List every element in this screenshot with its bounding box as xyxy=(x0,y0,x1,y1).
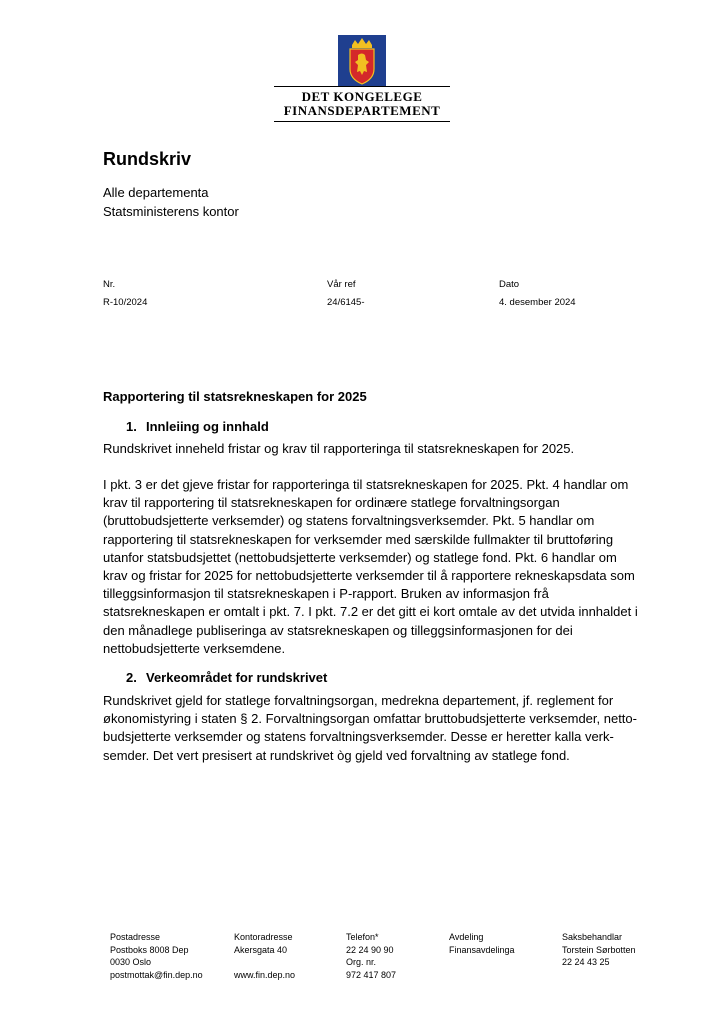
paragraph-line: I pkt. 3 er det gjeve fristar for rapporteringa til statsrekneskapen for 2025. Pkt. 4 handlar om xyxy=(103,477,629,492)
org-name-line1: DET KONGELEGE xyxy=(301,89,423,104)
footer-line: Finansavdelinga xyxy=(449,944,515,955)
section-number: 2. xyxy=(126,670,137,685)
footer-department xyxy=(449,931,515,956)
footer-line: 0030 Oslo xyxy=(110,957,152,967)
section-title: Verkeområdet for rundskrivet xyxy=(146,670,328,685)
footer-phone xyxy=(346,931,396,981)
paragraph-line: utanfor statsbudsjettet (nettobudsjetterte verksemder) og statlege fond. Pkt. 6 handlar om xyxy=(103,549,617,565)
footer-website-link[interactable]: www.fin.dep.no xyxy=(234,969,296,980)
paragraph-line: tilleggsinformasjon til statsrekneskapen i P-rapport. Bruken av informasjon frå xyxy=(103,586,549,602)
footer-line: 972 417 807 xyxy=(346,969,397,980)
footer-line: 22 24 90 90 xyxy=(346,944,394,955)
paragraph-line: statsrekneskapen er omtalt i pkt. 7. I pkt. 7.2 er det gitt ei kort omtale av det utvida innhaldet i xyxy=(103,604,638,620)
norwegian-coat-of-arms-icon xyxy=(338,35,386,87)
footer-label: Postadresse xyxy=(110,932,161,942)
nr-value: R-10/2024 xyxy=(103,297,148,308)
date-label: Dato xyxy=(499,279,520,290)
footer-label: Saksbehandlar xyxy=(562,932,623,942)
paragraph-line: økonomistyring i staten § 2. Forvaltningsorgan omfattar bruttobudsjetterte verksemder, netto- xyxy=(103,711,637,727)
paragraph-line: budsjetterte verksemder og statens forvaltningsverksemder. Desse er heretter kalla verk- xyxy=(103,729,614,745)
footer-label: Kontoradresse xyxy=(234,932,293,942)
section-heading-2 xyxy=(126,670,327,685)
footer-line: 22 24 43 25 xyxy=(562,957,610,967)
recipient-1: Alle departementa xyxy=(103,185,209,200)
footer-email-link[interactable]: postmottak@fin.dep.no xyxy=(110,969,203,980)
footer-case-officer xyxy=(562,931,636,969)
header-rule-top xyxy=(274,86,450,87)
ref-label: Vår ref xyxy=(327,279,356,290)
paragraph-line: rapportering til statsrekneskapen for verksemder med særskilde fullmakter til bruttoføring xyxy=(103,531,614,547)
header-rule-bottom xyxy=(274,121,450,122)
date-value: 4. desember 2024 xyxy=(499,297,576,308)
footer-line: Akersgata 40 xyxy=(234,944,288,955)
footer-line: Org. nr. xyxy=(346,957,377,967)
paragraph-3 xyxy=(103,692,663,765)
org-name-line2: FINANSDEPARTEMENT xyxy=(283,103,441,118)
paragraph-2 xyxy=(103,476,663,658)
footer-line: Torstein Sørbotten xyxy=(562,944,636,955)
section-number: 1. xyxy=(126,419,137,434)
footer-line: Postboks 8008 Dep xyxy=(110,944,189,955)
subject-heading: Rapportering til statsrekneskapen for 2025 xyxy=(103,389,367,404)
footer-label: Telefon* xyxy=(346,932,379,942)
section-title: Innleiing og innhald xyxy=(146,419,269,434)
paragraph-1: Rundskrivet inneheld fristar og krav til rapporteringa til statsrekneskapen for 2025. xyxy=(103,441,575,456)
paragraph-line: krav og fristar for 2025 for nettobudsjetterte verksemder til å rapportere rekneskapsdata som xyxy=(103,568,635,584)
recipient-2: Statsministerens kontor xyxy=(103,204,239,219)
paragraph-line: nettobudsjetterte verksemdene. xyxy=(103,640,286,656)
paragraph-line: (bruttobudsjetterte verksemder) og statens forvaltningsverksemder. Pkt. 5 handlar om xyxy=(103,513,595,529)
section-heading-1 xyxy=(126,419,269,434)
footer-office-address xyxy=(234,931,295,981)
footer-postal-address xyxy=(110,931,203,981)
paragraph-line: semder. Det vert presisert at rundskrivet òg gjeld ved forvaltning av statlege fond. xyxy=(103,747,570,763)
paragraph-line: den månadlege publiseringa av statsrekneskapen og tilleggsinformasjonen for dei xyxy=(103,622,573,638)
document-type-title: Rundskriv xyxy=(103,149,192,169)
paragraph-line: Rundskrivet gjeld for statlege forvaltningsorgan, medrekna departement, jf. reglement for xyxy=(103,693,614,708)
footer-label: Avdeling xyxy=(449,932,484,942)
footer-line-empty xyxy=(234,956,295,969)
ref-value: 24/6145- xyxy=(327,297,365,308)
nr-label: Nr. xyxy=(103,279,116,290)
paragraph-line: krav til rapportering til statsrekneskapen for ordinære statlege forvaltningsorgan xyxy=(103,495,560,511)
